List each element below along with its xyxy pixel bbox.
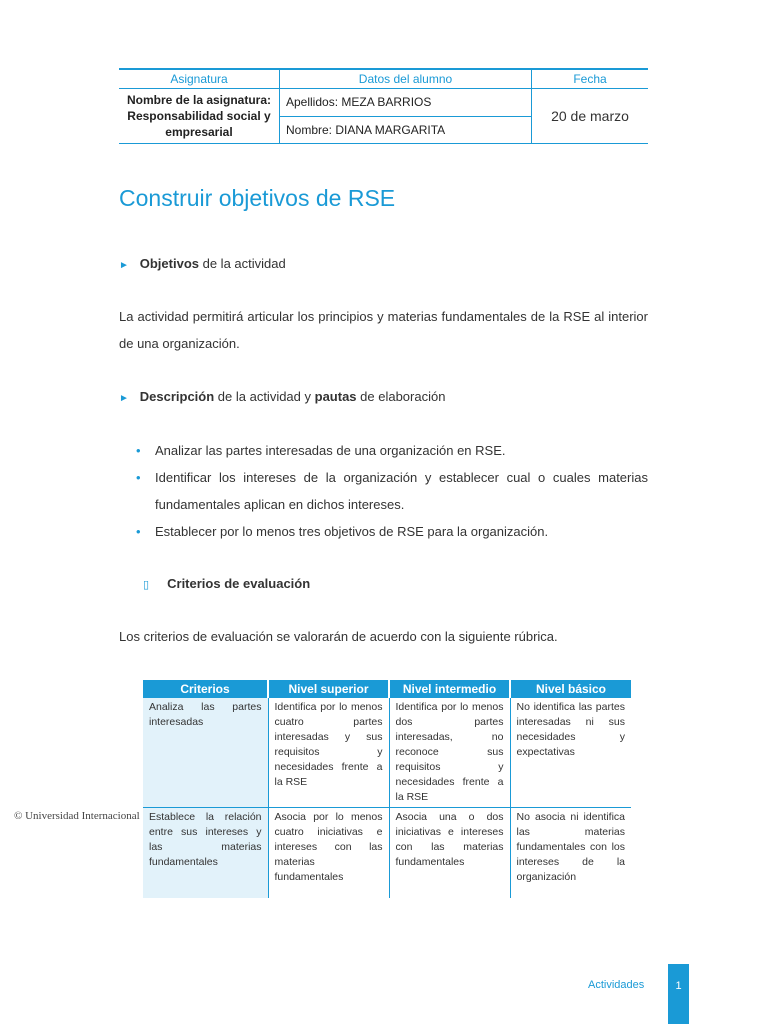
triangle-bullet-icon: ► xyxy=(119,260,129,271)
triangle-bullet-icon: ► xyxy=(119,393,129,404)
table-row xyxy=(143,698,631,808)
rubric-header-intermediate: Nivel intermedio xyxy=(389,680,510,698)
objectives-heading-rest: de la actividad xyxy=(199,256,286,271)
list-item-text: Identificar los intereses de la organización y establecer cual o cuales materias fundamentales aplican en dichos intereses. xyxy=(155,470,648,512)
header-table xyxy=(119,68,648,144)
rubric-cell-basic: No identifica las partes interesadas ni sus necesidades y expectativas xyxy=(510,698,631,808)
page-title: Construir objetivos de RSE xyxy=(119,185,396,211)
box-marker-icon: ▯ xyxy=(143,579,150,591)
bullet-dot-icon: • xyxy=(136,443,141,458)
rubric-cell-basic: No asocia ni identifica las materias fundamentales con los intereses de la organización xyxy=(510,808,631,899)
subject-label: Nombre de la asignatura: xyxy=(126,93,272,107)
date-value: 20 de marzo xyxy=(532,89,649,144)
subject-cell xyxy=(119,89,280,144)
rubric-cell-superior: Identifica por lo menos cuatro partes interesadas y sus requisitos y necesidades frente a la RSE xyxy=(268,698,389,808)
student-name: Nombre: DIANA MARGARITA xyxy=(280,116,532,144)
bullet-dot-icon: • xyxy=(136,524,141,539)
student-surnames: Apellidos: MEZA BARRIOS xyxy=(280,89,532,117)
rubric-criterion: Analiza las partes interesadas xyxy=(143,698,268,808)
rubric-header-basic: Nivel básico xyxy=(510,680,631,698)
evaluation-heading-text: Criterios de evaluación xyxy=(167,576,311,591)
description-heading-rest: de elaboración xyxy=(356,389,446,404)
rubric-cell-intermediate: Identifica por lo menos dos partes interesadas, no reconoce sus requisitos y necesidades frente a la RSE xyxy=(389,698,510,808)
rubric-header-criteria: Criterios xyxy=(143,680,268,698)
description-heading xyxy=(119,389,445,404)
rubric-criterion: Establece la relación entre sus intereses y las materias fundamentales xyxy=(143,808,268,899)
header-col-student: Datos del alumno xyxy=(280,69,532,89)
footer-label: Actividades xyxy=(588,979,645,991)
objectives-heading-bold: Objetivos xyxy=(139,256,199,271)
page-number: 1 xyxy=(668,964,689,1024)
bullet-dot-icon: • xyxy=(136,470,141,485)
header-col-date: Fecha xyxy=(532,69,649,89)
list-item xyxy=(136,464,648,518)
description-heading-bold2: pautas xyxy=(314,389,357,404)
description-bullet-list xyxy=(136,437,648,545)
table-row xyxy=(143,808,631,899)
rubric-cell-superior: Asocia por lo menos cuatro iniciativas e intereses con las materias fundamentales xyxy=(268,808,389,899)
rubric-header-superior: Nivel superior xyxy=(268,680,389,698)
list-item-text: Establecer por lo menos tres objetivos de RSE para la organización. xyxy=(155,524,549,539)
description-heading-mid: de la actividad y xyxy=(214,389,315,404)
evaluation-text: Los criterios de evaluación se valorarán de acuerdo con la siguiente rúbrica. xyxy=(119,629,558,644)
list-item xyxy=(136,518,648,545)
copyright-text: © Universidad Internacional xyxy=(14,810,140,822)
rubric-table xyxy=(143,680,631,898)
rubric-cell-intermediate: Asocia una o dos iniciativas e intereses con las materias fundamentales xyxy=(389,808,510,899)
list-item xyxy=(136,437,648,464)
objectives-heading xyxy=(119,256,286,271)
objectives-text: La actividad permitirá articular los principios y materias fundamentales de la RSE al interior de una organización. xyxy=(119,309,648,351)
header-col-subject: Asignatura xyxy=(119,69,280,89)
description-heading-bold1: Descripción xyxy=(139,389,215,404)
subject-name: Responsabilidad social y empresarial xyxy=(127,109,271,139)
evaluation-heading xyxy=(143,576,310,591)
list-item-text: Analizar las partes interesadas de una organización en RSE. xyxy=(155,443,506,458)
